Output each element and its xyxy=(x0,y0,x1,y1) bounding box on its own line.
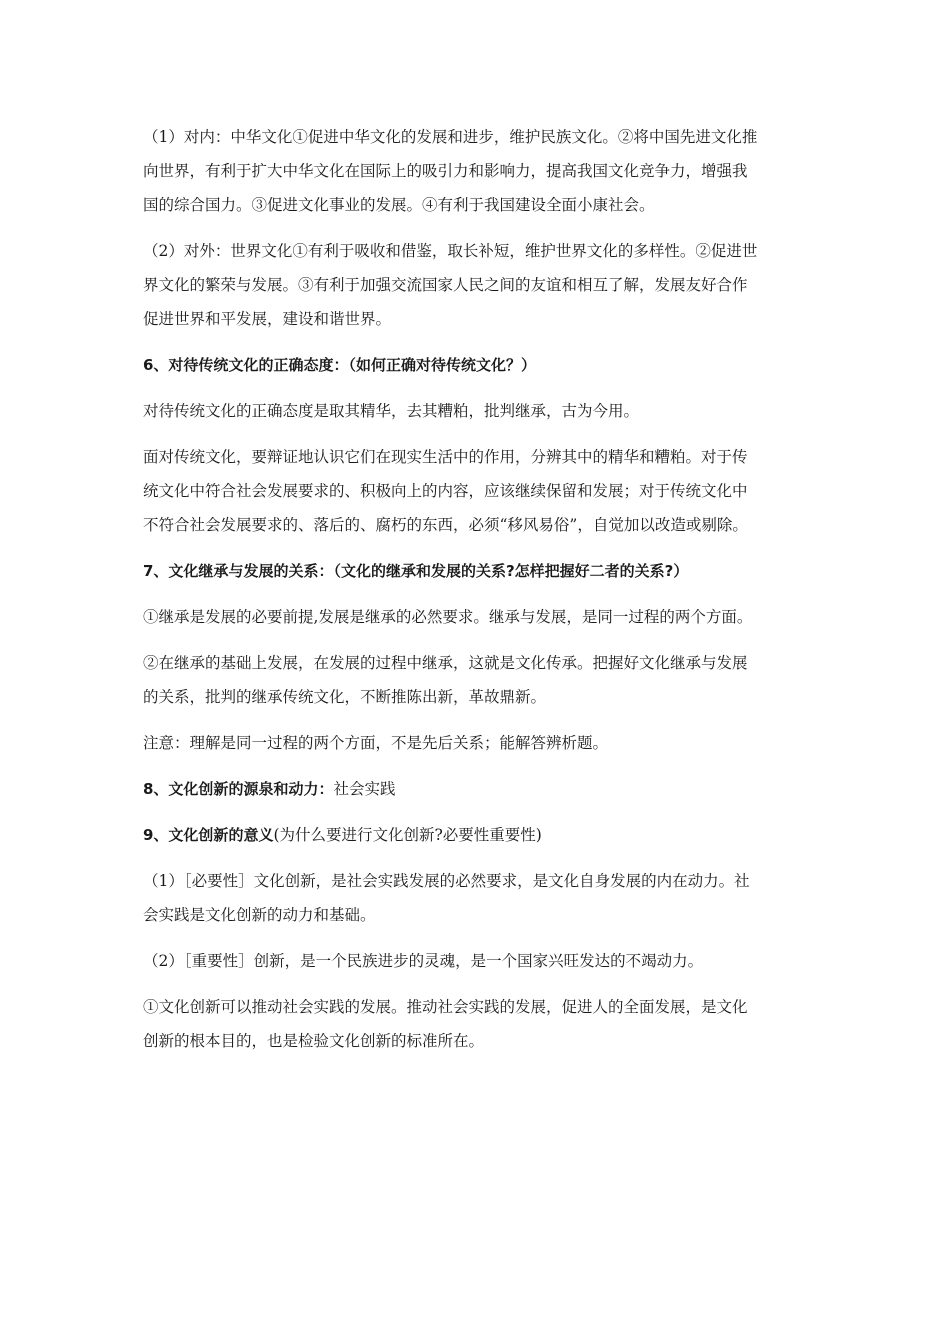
document-body xyxy=(143,120,813,1070)
section-heading-bold: 9、文化创新的意义 xyxy=(143,826,274,844)
text-line: 创新的根本目的，也是检验文化创新的标准所在。 xyxy=(143,1032,485,1050)
paragraph-inheritance-point-2 xyxy=(143,646,813,714)
text-line: 面对传统文化，要辩证地认识它们在现实生活中的作用，分辨其中的精华和糟粕。对于传 xyxy=(143,448,748,466)
paragraph-correct-attitude xyxy=(143,394,813,428)
text-line: 不符合社会发展要求的、落后的、腐朽的东西，必须“移风易俗”，自觉加以改造或剔除。 xyxy=(143,516,748,534)
text-line: （2）对外：世界文化①有利于吸收和借鉴，取长补短，维护世界文化的多样性。②促进世 xyxy=(143,242,758,260)
text-line: （1）对内：中华文化①促进中华文化的发展和进步，维护民族文化。②将中国先进文化推 xyxy=(143,128,758,146)
paragraph-domestic-significance xyxy=(143,120,813,222)
text-line: ②在继承的基础上发展，在发展的过程中继承，这就是文化传承。把握好文化继承与发展 xyxy=(143,654,748,672)
text-line: ①继承是发展的必要前提,发展是继承的必然要求。继承与发展，是同一过程的两个方面。 xyxy=(143,608,753,626)
heading-section-6 xyxy=(143,348,813,382)
section-heading-answer: 社会实践 xyxy=(333,780,396,798)
text-line: 国的综合国力。③促进文化事业的发展。④有利于我国建设全面小康社会。 xyxy=(143,196,655,214)
text-line: ①文化创新可以推动社会实践的发展。推动社会实践的发展，促进人的全面发展，是文化 xyxy=(143,998,748,1016)
heading-section-8 xyxy=(143,772,813,806)
paragraph-inheritance-point-1 xyxy=(143,600,813,634)
paragraph-innovation-point-1 xyxy=(143,990,813,1058)
paragraph-necessity xyxy=(143,864,813,932)
text-line: （1）［必要性］文化创新，是社会实践发展的必然要求，是文化自身发展的内在动力。社 xyxy=(143,872,750,890)
text-line: 的关系，批判的继承传统文化，不断推陈出新，革故鼎新。 xyxy=(143,688,547,706)
text-line: 注意：理解是同一过程的两个方面，不是先后关系；能解答辨析题。 xyxy=(143,734,609,752)
text-line: 对待传统文化的正确态度是取其精华，去其糟粕，批判继承，古为今用。 xyxy=(143,402,640,420)
section-heading: 6、对待传统文化的正确态度：（如何正确对待传统文化？） xyxy=(143,356,536,374)
paragraph-traditional-culture xyxy=(143,440,813,542)
text-line: 统文化中符合社会发展要求的、积极向上的内容，应该继续保留和发展；对于传统文化中 xyxy=(143,482,748,500)
paragraph-note xyxy=(143,726,813,760)
section-heading xyxy=(143,772,813,806)
paragraph-importance xyxy=(143,944,813,978)
section-heading xyxy=(143,818,813,852)
heading-section-9 xyxy=(143,818,813,852)
text-line: 向世界，有利于扩大中华文化在国际上的吸引力和影响力，提高我国文化竞争力，增强我 xyxy=(143,162,748,180)
text-line: 促进世界和平发展，建设和谐世界。 xyxy=(143,310,392,328)
section-heading: 7、文化继承与发展的关系：（文化的继承和发展的关系?怎样把握好二者的关系?） xyxy=(143,562,689,580)
section-heading-subtitle: (为什么要进行文化创新?必要性重要性) xyxy=(273,826,542,844)
text-line: （2）［重要性］创新，是一个民族进步的灵魂，是一个国家兴旺发达的不竭动力。 xyxy=(143,952,704,970)
paragraph-international-significance xyxy=(143,234,813,336)
heading-section-7 xyxy=(143,554,813,588)
text-line: 会实践是文化创新的动力和基础。 xyxy=(143,906,376,924)
section-heading-bold: 8、文化创新的源泉和动力： xyxy=(143,780,334,798)
text-line: 界文化的繁荣与发展。③有利于加强交流国家人民之间的友谊和相互了解，发展友好合作 xyxy=(143,276,748,294)
